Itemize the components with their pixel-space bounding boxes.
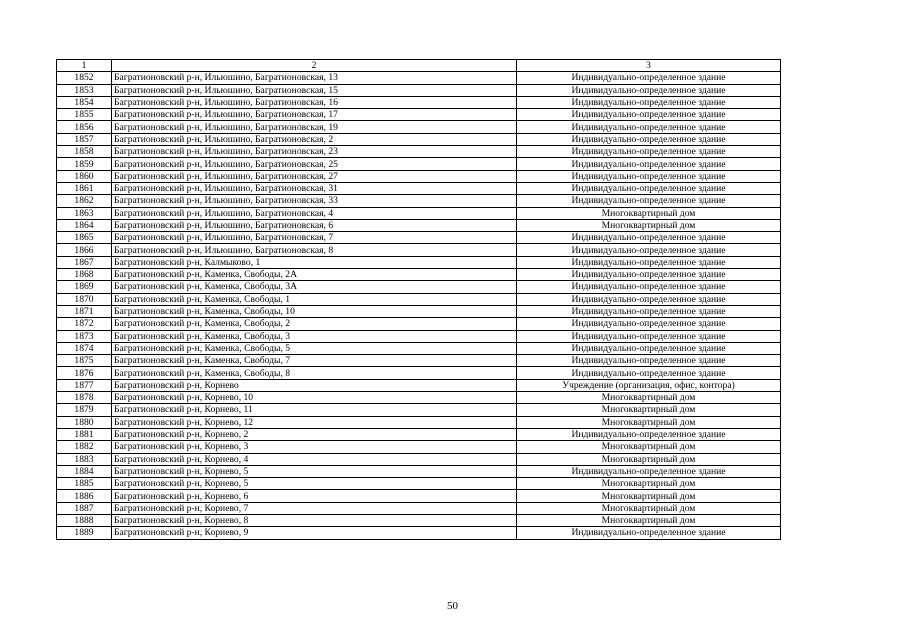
row-number-cell: 1868 — [57, 269, 112, 281]
building-type-cell: Индивидуально-определенное здание — [517, 232, 781, 244]
row-number-cell: 1877 — [57, 379, 112, 391]
row-number-cell: 1884 — [57, 465, 112, 477]
table-row — [57, 121, 781, 133]
building-type-cell: Индивидуально-определенное здание — [517, 318, 781, 330]
address-cell: Багратионовский р-н, Ильюшино, Багратионовская, 15 — [112, 84, 517, 96]
table-row — [57, 195, 781, 207]
building-type-cell: Индивидуально-определенное здание — [517, 72, 781, 84]
building-type-cell: Индивидуально-определенное здание — [517, 84, 781, 96]
table-row — [57, 232, 781, 244]
row-number-cell: 1883 — [57, 453, 112, 465]
table-row — [57, 269, 781, 281]
building-type-cell: Индивидуально-определенное здание — [517, 367, 781, 379]
row-number-cell: 1870 — [57, 293, 112, 305]
row-number-cell: 1853 — [57, 84, 112, 96]
row-number-cell: 1886 — [57, 490, 112, 502]
building-type-cell: Многоквартирный дом — [517, 219, 781, 231]
building-type-cell: Индивидуально-определенное здание — [517, 269, 781, 281]
building-type-cell: Многоквартирный дом — [517, 453, 781, 465]
address-cell: Багратионовский р-н, Корнево, 2 — [112, 428, 517, 440]
building-type-cell: Многоквартирный дом — [517, 514, 781, 526]
table-row — [57, 305, 781, 317]
table-row — [57, 281, 781, 293]
address-cell: Багратионовский р-н, Ильюшино, Багратионовская, 16 — [112, 96, 517, 108]
building-type-cell: Индивидуально-определенное здание — [517, 281, 781, 293]
table-row — [57, 158, 781, 170]
table-row — [57, 502, 781, 514]
table-row — [57, 465, 781, 477]
table-row — [57, 244, 781, 256]
table-row — [57, 355, 781, 367]
address-cell: Багратионовский р-н, Корнево, 3 — [112, 441, 517, 453]
building-type-cell: Индивидуально-определенное здание — [517, 330, 781, 342]
row-number-cell: 1856 — [57, 121, 112, 133]
address-cell: Багратионовский р-н, Каменка, Свободы, 3А — [112, 281, 517, 293]
building-type-cell: Индивидуально-определенное здание — [517, 342, 781, 354]
row-number-cell: 1852 — [57, 72, 112, 84]
address-cell: Багратионовский р-н, Каменка, Свободы, 2А — [112, 269, 517, 281]
table-row — [57, 379, 781, 391]
table-row — [57, 84, 781, 96]
table-row — [57, 293, 781, 305]
building-type-cell: Индивидуально-определенное здание — [517, 109, 781, 121]
table-body — [57, 72, 781, 539]
row-number-cell: 1865 — [57, 232, 112, 244]
table-row — [57, 367, 781, 379]
row-number-cell: 1882 — [57, 441, 112, 453]
address-cell: Багратионовский р-н, Каменка, Свободы, 7 — [112, 355, 517, 367]
row-number-cell: 1858 — [57, 146, 112, 158]
table-row — [57, 478, 781, 490]
building-type-cell: Многоквартирный дом — [517, 207, 781, 219]
address-cell: Багратионовский р-н, Ильюшино, Багратионовская, 8 — [112, 244, 517, 256]
row-number-cell: 1888 — [57, 514, 112, 526]
table-row — [57, 527, 781, 539]
address-cell: Багратионовский р-н, Корнево, 5 — [112, 478, 517, 490]
building-type-cell: Индивидуально-определенное здание — [517, 170, 781, 182]
building-type-cell: Многоквартирный дом — [517, 416, 781, 428]
table-row — [57, 490, 781, 502]
row-number-cell: 1889 — [57, 527, 112, 539]
table-row — [57, 404, 781, 416]
table-row — [57, 392, 781, 404]
address-cell: Багратионовский р-н, Корнево, 11 — [112, 404, 517, 416]
row-number-cell: 1879 — [57, 404, 112, 416]
address-cell: Багратионовский р-н, Ильюшино, Багратионовская, 2 — [112, 133, 517, 145]
address-cell: Багратионовский р-н, Ильюшино, Багратионовская, 27 — [112, 170, 517, 182]
building-type-cell: Индивидуально-определенное здание — [517, 256, 781, 268]
row-number-cell: 1874 — [57, 342, 112, 354]
building-type-cell: Индивидуально-определенное здание — [517, 244, 781, 256]
building-type-cell: Индивидуально-определенное здание — [517, 527, 781, 539]
table-row — [57, 146, 781, 158]
address-cell: Багратионовский р-н, Ильюшино, Багратионовская, 19 — [112, 121, 517, 133]
address-cell: Багратионовский р-н, Корнево, 4 — [112, 453, 517, 465]
address-cell: Багратионовский р-н, Каменка, Свободы, 5 — [112, 342, 517, 354]
building-type-cell: Индивидуально-определенное здание — [517, 146, 781, 158]
table-row — [57, 342, 781, 354]
building-type-cell: Индивидуально-определенное здание — [517, 465, 781, 477]
building-type-cell: Многоквартирный дом — [517, 404, 781, 416]
address-cell: Багратионовский р-н, Корнево, 10 — [112, 392, 517, 404]
table-row — [57, 453, 781, 465]
table-row — [57, 256, 781, 268]
address-cell: Багратионовский р-н, Корнево, 9 — [112, 527, 517, 539]
building-type-cell: Индивидуально-определенное здание — [517, 293, 781, 305]
address-cell: Багратионовский р-н, Калмыково, 1 — [112, 256, 517, 268]
row-number-cell: 1872 — [57, 318, 112, 330]
address-cell: Багратионовский р-н, Ильюшино, Багратионовская, 7 — [112, 232, 517, 244]
building-type-cell: Индивидуально-определенное здание — [517, 355, 781, 367]
building-type-cell: Многоквартирный дом — [517, 478, 781, 490]
column-header-3: 3 — [517, 60, 781, 72]
table-row — [57, 170, 781, 182]
table-row — [57, 219, 781, 231]
row-number-cell: 1855 — [57, 109, 112, 121]
address-cell: Багратионовский р-н, Корнево, 7 — [112, 502, 517, 514]
building-type-cell: Индивидуально-определенное здание — [517, 158, 781, 170]
building-type-cell: Индивидуально-определенное здание — [517, 305, 781, 317]
row-number-cell: 1861 — [57, 182, 112, 194]
row-number-cell: 1860 — [57, 170, 112, 182]
row-number-cell: 1864 — [57, 219, 112, 231]
row-number-cell: 1859 — [57, 158, 112, 170]
row-number-cell: 1887 — [57, 502, 112, 514]
address-cell: Багратионовский р-н, Ильюшино, Багратионовская, 4 — [112, 207, 517, 219]
table-row — [57, 182, 781, 194]
address-cell: Багратионовский р-н, Ильюшино, Багратионовская, 23 — [112, 146, 517, 158]
address-cell: Багратионовский р-н, Корнево — [112, 379, 517, 391]
address-cell: Багратионовский р-н, Ильюшино, Багратионовская, 33 — [112, 195, 517, 207]
address-cell: Багратионовский р-н, Ильюшино, Багратионовская, 17 — [112, 109, 517, 121]
address-cell: Багратионовский р-н, Ильюшино, Багратионовская, 25 — [112, 158, 517, 170]
row-number-cell: 1871 — [57, 305, 112, 317]
column-header-2: 2 — [112, 60, 517, 72]
table-row — [57, 133, 781, 145]
row-number-cell: 1862 — [57, 195, 112, 207]
column-header-1: 1 — [57, 60, 112, 72]
row-number-cell: 1869 — [57, 281, 112, 293]
address-cell: Багратионовский р-н, Ильюшино, Багратионовская, 13 — [112, 72, 517, 84]
table-row — [57, 441, 781, 453]
row-number-cell: 1876 — [57, 367, 112, 379]
table-header-row — [57, 60, 781, 72]
document-table — [56, 59, 781, 540]
building-type-cell: Многоквартирный дом — [517, 392, 781, 404]
row-number-cell: 1854 — [57, 96, 112, 108]
building-type-cell: Индивидуально-определенное здание — [517, 133, 781, 145]
row-number-cell: 1881 — [57, 428, 112, 440]
table-row — [57, 109, 781, 121]
row-number-cell: 1857 — [57, 133, 112, 145]
table-row — [57, 428, 781, 440]
table-row — [57, 416, 781, 428]
building-type-cell: Многоквартирный дом — [517, 441, 781, 453]
address-cell: Багратионовский р-н, Корнево, 5 — [112, 465, 517, 477]
page-number: 50 — [447, 600, 458, 612]
row-number-cell: 1878 — [57, 392, 112, 404]
row-number-cell: 1867 — [57, 256, 112, 268]
address-cell: Багратионовский р-н, Каменка, Свободы, 2 — [112, 318, 517, 330]
table-row — [57, 96, 781, 108]
row-number-cell: 1880 — [57, 416, 112, 428]
building-type-cell: Индивидуально-определенное здание — [517, 195, 781, 207]
row-number-cell: 1866 — [57, 244, 112, 256]
table-row — [57, 330, 781, 342]
address-cell: Багратионовский р-н, Каменка, Свободы, 10 — [112, 305, 517, 317]
building-type-cell: Индивидуально-определенное здание — [517, 182, 781, 194]
address-cell: Багратионовский р-н, Корнево, 8 — [112, 514, 517, 526]
address-cell: Багратионовский р-н, Каменка, Свободы, 8 — [112, 367, 517, 379]
address-cell: Багратионовский р-н, Каменка, Свободы, 3 — [112, 330, 517, 342]
building-type-cell: Индивидуально-определенное здание — [517, 121, 781, 133]
row-number-cell: 1885 — [57, 478, 112, 490]
address-cell: Багратионовский р-н, Ильюшино, Багратионовская, 6 — [112, 219, 517, 231]
row-number-cell: 1875 — [57, 355, 112, 367]
address-cell: Багратионовский р-н, Корнево, 12 — [112, 416, 517, 428]
address-cell: Багратионовский р-н, Корнево, 6 — [112, 490, 517, 502]
row-number-cell: 1873 — [57, 330, 112, 342]
address-cell: Багратионовский р-н, Каменка, Свободы, 1 — [112, 293, 517, 305]
building-type-cell: Многоквартирный дом — [517, 490, 781, 502]
table-row — [57, 207, 781, 219]
address-cell: Багратионовский р-н, Ильюшино, Багратионовская, 31 — [112, 182, 517, 194]
table-row — [57, 514, 781, 526]
building-type-cell: Многоквартирный дом — [517, 502, 781, 514]
building-type-cell: Индивидуально-определенное здание — [517, 428, 781, 440]
table-row — [57, 72, 781, 84]
table-row — [57, 318, 781, 330]
building-type-cell: Индивидуально-определенное здание — [517, 96, 781, 108]
row-number-cell: 1863 — [57, 207, 112, 219]
building-type-cell: Учреждение (организация, офис, контора) — [517, 379, 781, 391]
